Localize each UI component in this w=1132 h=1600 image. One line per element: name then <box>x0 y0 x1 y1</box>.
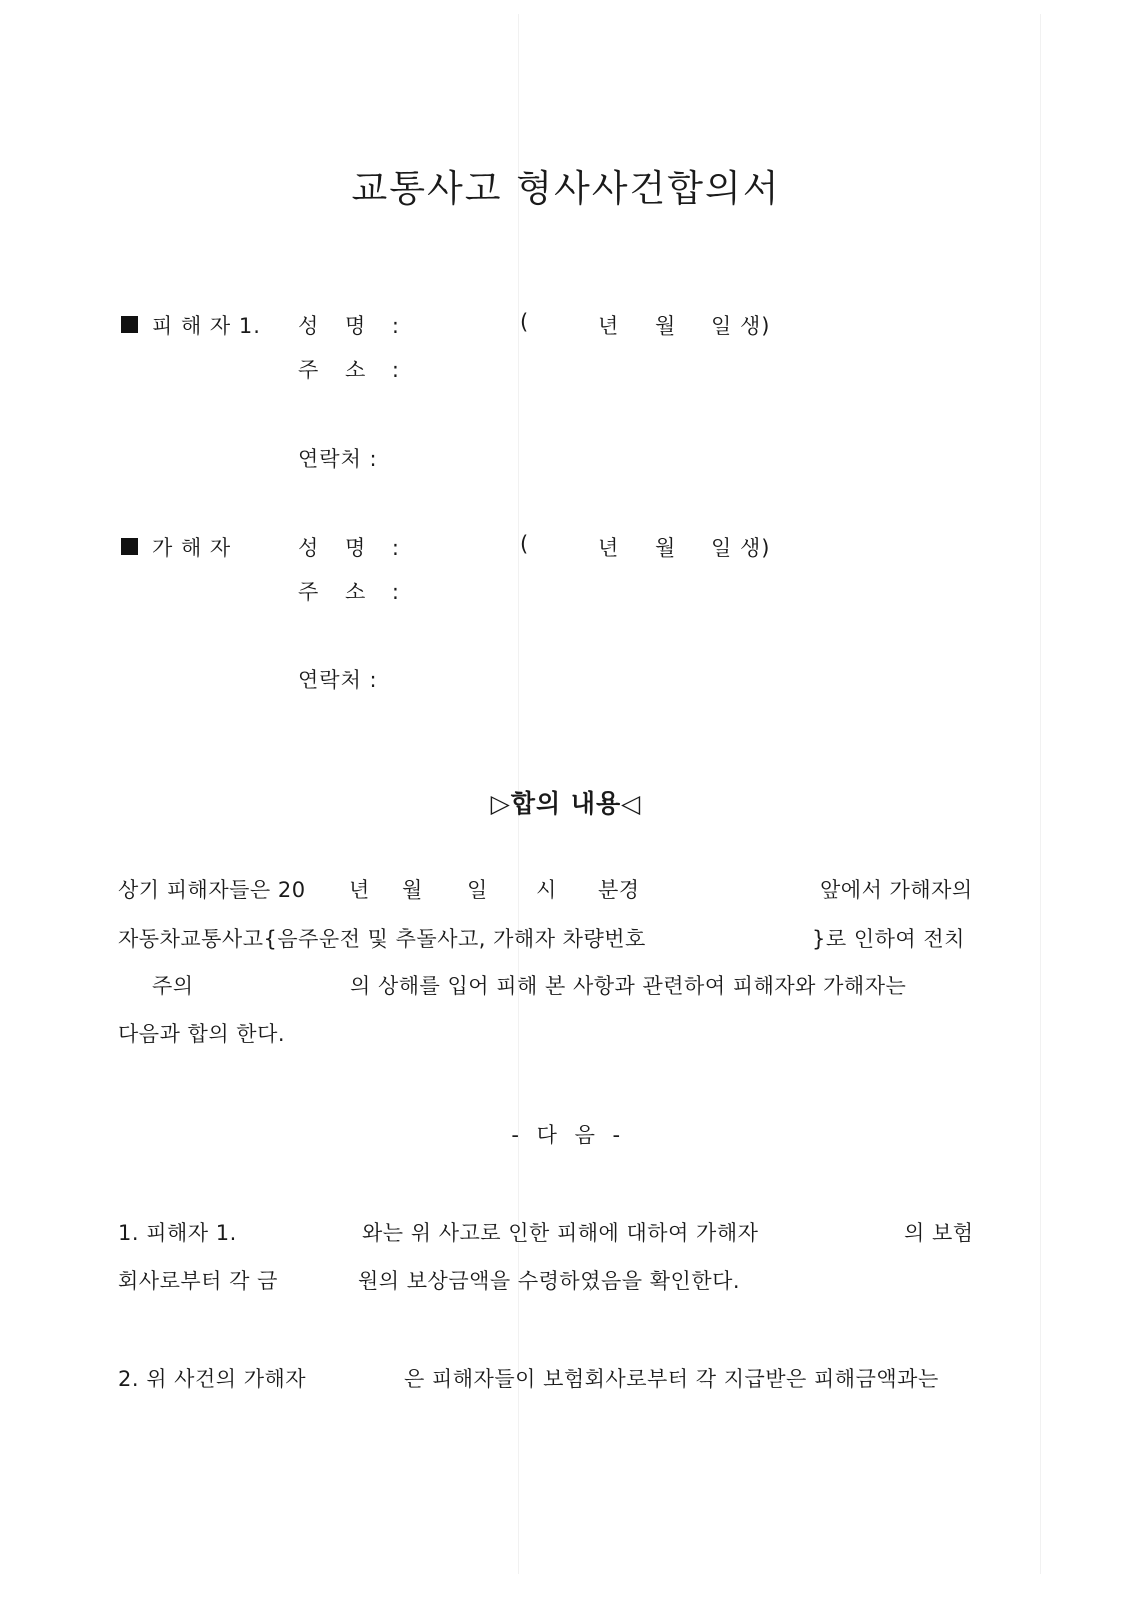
victim-birth-open: ( <box>520 310 530 334</box>
item1-line1-c: 의 보험 <box>904 1221 974 1245</box>
document-title: 교통사고 형사사건합의서 <box>351 167 781 210</box>
offender-birth-year: 년 <box>598 536 620 560</box>
item1-line1-b: 와는 위 사고로 인한 피해에 대하여 가해자 <box>362 1221 759 1245</box>
black-square-icon <box>121 538 138 555</box>
para1-line1-minute: 분경 <box>598 878 640 902</box>
para1-line3-a: 주의 <box>152 974 194 998</box>
item1-line2-b: 원의 보상금액을 수령하였음을 확인한다. <box>358 1269 741 1293</box>
offender-birth-day: 일 생) <box>711 536 771 560</box>
offender-birth-month: 월 <box>655 536 677 560</box>
victim-name-label: 성 명 : <box>298 314 400 338</box>
victim-address-label: 주 소 : <box>298 358 400 382</box>
para1-line1-a: 상기 피해자들은 20 <box>118 878 306 902</box>
para1-line2-a: 자동차교통사고{음주운전 및 추돌사고, 가해자 차량번호 <box>118 927 646 951</box>
victim-birth-day: 일 생) <box>711 314 771 338</box>
offender-birth-open: ( <box>520 532 530 556</box>
victim-contact-label: 연락처 : <box>298 447 378 471</box>
offender-name-label: 성 명 : <box>298 536 400 560</box>
para1-line2-b: }로 인하여 전치 <box>812 927 965 951</box>
item1-line1-a: 1. 피해자 1. <box>118 1221 237 1245</box>
offender-bullet <box>121 538 138 559</box>
para1-line1-day: 일 <box>467 878 488 902</box>
para1-line3-b: 의 상해를 입어 피해 본 사항과 관련하여 피해자와 가해자는 <box>350 974 907 998</box>
para1-line1-b: 앞에서 가해자의 <box>820 878 973 902</box>
para1-line1-hour: 시 <box>536 878 557 902</box>
offender-address-label: 주 소 : <box>298 580 400 604</box>
offender-label: 가 해 자 <box>152 536 232 560</box>
victim-birth-year: 년 <box>598 314 620 338</box>
item1-line2-a: 회사로부터 각 금 <box>118 1269 278 1293</box>
black-square-icon <box>121 316 138 333</box>
victim-birth-month: 월 <box>655 314 677 338</box>
item2-line1-a: 2. 위 사건의 가해자 <box>118 1367 307 1391</box>
victim-label: 피 해 자 1. <box>152 314 261 338</box>
para1-line4: 다음과 합의 한다. <box>118 1022 286 1046</box>
item2-line1-b: 은 피해자들이 보험회사로부터 각 지급받은 피해금액과는 <box>404 1367 939 1391</box>
para1-line1-year: 년 <box>349 878 370 902</box>
agreement-heading: ▷합의 내용◁ <box>490 789 642 818</box>
victim-bullet <box>121 316 138 337</box>
next-heading: - 다 음 - <box>511 1123 621 1147</box>
para1-line1-month: 월 <box>402 878 423 902</box>
offender-contact-label: 연락처 : <box>298 668 378 692</box>
